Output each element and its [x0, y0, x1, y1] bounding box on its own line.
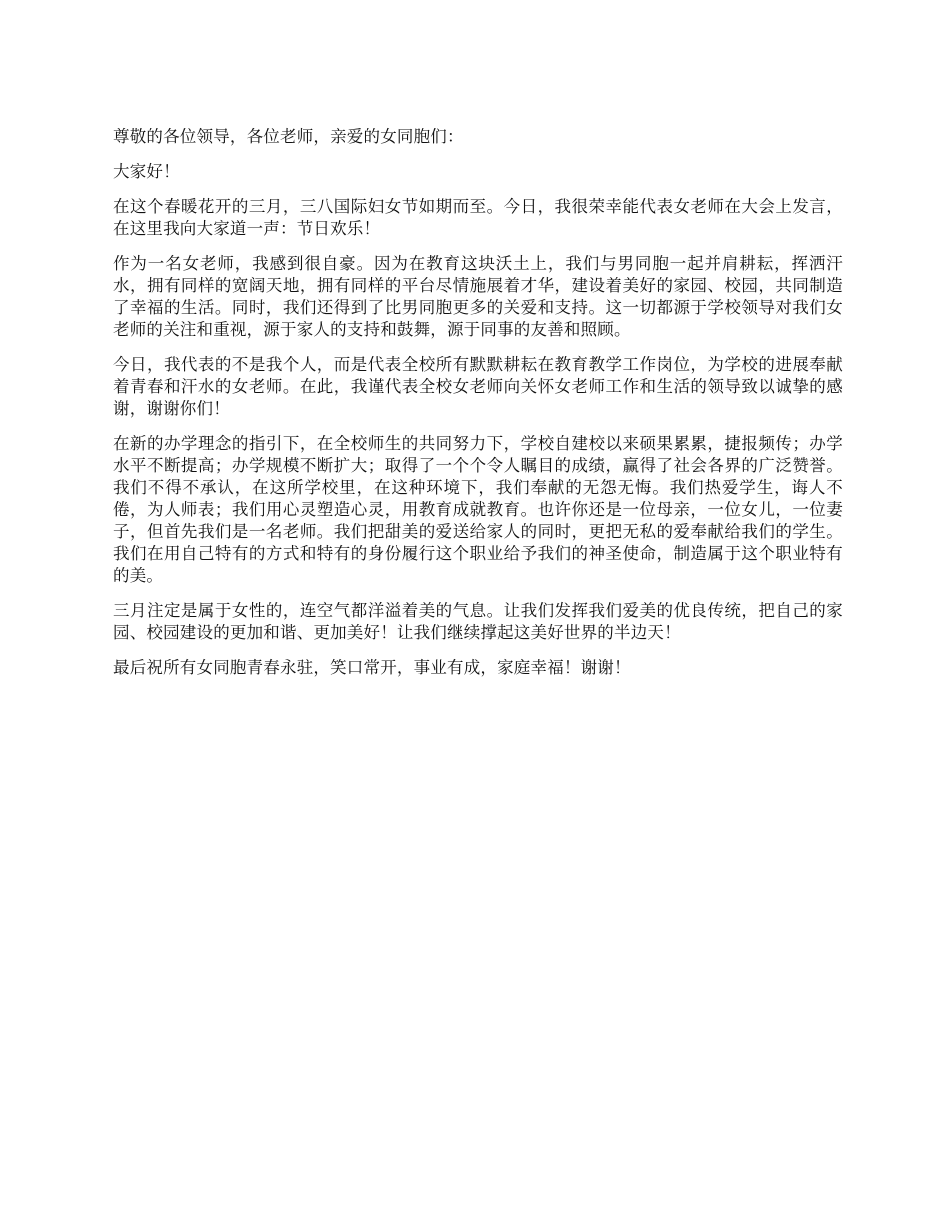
paragraph-march: 三月注定是属于女性的，连空气都洋溢着美的气息。让我们发挥我们爱美的优良传统，把自己的家园、校园建设的更加和谐、更加美好！让我们继续撑起这美好世界的半边天！ — [113, 601, 843, 642]
salutation: 尊敬的各位领导，各位老师，亲爱的女同胞们： — [113, 127, 464, 146]
document-body — [113, 126, 843, 692]
paragraph-achievements: 在新的办学理念的指引下，在全校师生的共同努力下，学校自建校以来硕果累累，捷报频传；办学水平不断提高；办学规模不断扩大；取得了一个个令人瞩目的成绩，赢得了社会各界的广泛赞誉。我们不得不承认，在这所学校里，在这种环境下，我们奉献的无怨无悔。我们热爱学生，诲人不倦，为人师表；我们用心灵塑造心灵，用教育成就教育。也许你还是一位母亲，一位女儿，一位妻子，但首先我们是一名老师。我们把甜美的爱送给家人的同时，更把无私的爱奉献给我们的学生。我们在用自己特有的方式和特有的身份履行这个职业给予我们的神圣使命，制造属于这个职业特有的美。 — [113, 434, 843, 585]
paragraph-closing: 最后祝所有女同胞青春永驻，笑口常开，事业有成，家庭幸福！谢谢！ — [113, 658, 631, 677]
paragraph-thanks: 今日，我代表的不是我个人，而是代表全校所有默默耕耘在教育教学工作岗位，为学校的进展奉献着青春和汗水的女老师。在此，我谨代表全校女老师向关怀女老师工作和生活的领导致以诚挚的感谢，谢谢你们！ — [113, 355, 843, 418]
paragraph-pride: 作为一名女老师，我感到很自豪。因为在教育这块沃土上，我们与男同胞一起并肩耕耘，挥洒汗水，拥有同样的宽阔天地，拥有同样的平台尽情施展着才华，建设着美好的家园、校园，共同制造了幸福的生活。同时，我们还得到了比男同胞更多的关爱和支持。这一切都源于学校领导对我们女老师的关注和重视，源于家人的支持和鼓舞，源于同事的友善和照顾。 — [113, 254, 843, 339]
paragraph-opening: 在这个春暖花开的三月，三八国际妇女节如期而至。今日，我很荣幸能代表女老师在大会上发言，在这里我向大家道一声：节日欢乐！ — [113, 197, 843, 238]
greeting: 大家好！ — [113, 162, 180, 181]
